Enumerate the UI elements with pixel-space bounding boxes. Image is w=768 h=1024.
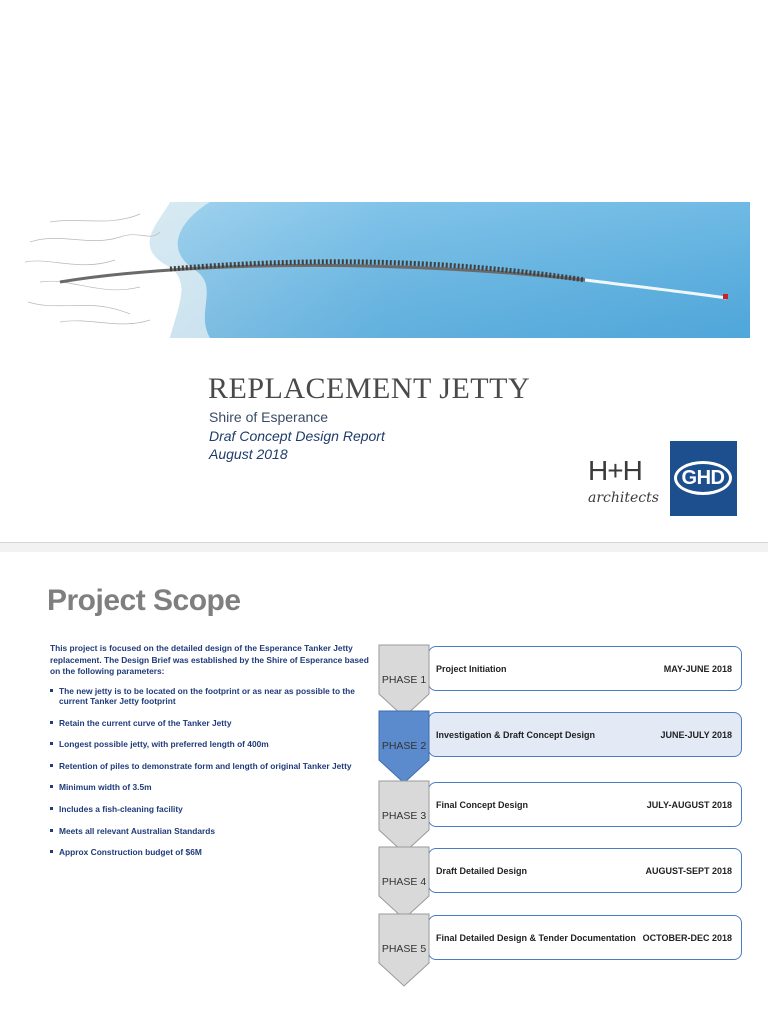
phase-dates: AUGUST-SEPT 2018	[645, 866, 732, 876]
cover-date: August 2018	[209, 446, 288, 462]
bullet-icon	[50, 764, 53, 767]
list-item-text: Longest possible jetty, with preferred length of 400m	[59, 739, 269, 750]
bullet-icon	[50, 785, 53, 788]
list-item-text: Retain the current curve of the Tanker Jetty	[59, 717, 232, 728]
phase-label: PHASE 2	[381, 740, 427, 752]
list-item	[50, 847, 370, 857]
bullet-icon	[50, 742, 53, 745]
bullet-icon	[50, 689, 53, 692]
phase-label: PHASE 1	[381, 674, 427, 686]
scope-intro: This project is focused on the detailed design of the Esperance Tanker Jetty replacement. The Design Brief was established by the Shire of Esperance based on the following parameters:	[50, 643, 369, 676]
phase-dates: JUNE-JULY 2018	[660, 730, 732, 740]
cover-title: REPLACEMENT JETTY	[208, 372, 531, 405]
cover-report-name: Draf Concept Design Report	[209, 428, 385, 444]
phase-name: Investigation & Draft Concept Design	[436, 730, 596, 740]
ghd-logo	[670, 441, 737, 516]
list-item	[50, 804, 370, 814]
phase-name: Final Concept Design	[436, 800, 529, 810]
list-item-text: The new jetty is to be located on the footprint or as near as possible to the current Tanker Jetty footprint	[59, 686, 355, 706]
jetty-aerial-image	[20, 202, 750, 338]
bullet-icon	[50, 807, 53, 810]
bullet-icon	[50, 829, 53, 832]
phase-row-2	[378, 712, 746, 784]
bullet-icon	[50, 721, 53, 724]
ghd-logo-oval	[674, 461, 732, 495]
list-item	[50, 718, 370, 728]
phase-name: Final Detailed Design & Tender Documentation	[436, 933, 636, 943]
phase-row-5	[378, 915, 746, 987]
phase-box	[428, 915, 742, 960]
phase-box	[428, 848, 742, 893]
list-item-text: Approx Construction budget of $6M	[59, 847, 202, 858]
phase-dates: JULY-AUGUST 2018	[646, 800, 732, 810]
list-item	[50, 739, 370, 749]
phase-row-4	[378, 848, 746, 920]
hh-logo-subtext: architects	[588, 490, 659, 506]
phase-label: PHASE 4	[381, 876, 427, 888]
phase-box	[428, 646, 742, 691]
scope-parameter-list	[50, 686, 370, 869]
phase-name: Project Initiation	[436, 664, 507, 674]
phase-dates: OCTOBER-DEC 2018	[642, 933, 732, 943]
scope-title: Project Scope	[47, 584, 241, 617]
phase-dates: MAY-JUNE 2018	[663, 664, 732, 674]
phase-label: PHASE 5	[381, 943, 427, 955]
phase-box	[428, 712, 742, 757]
phase-box	[428, 782, 742, 827]
list-item	[50, 686, 370, 706]
list-item	[50, 782, 370, 792]
hh-logo-mark: H+H	[588, 455, 642, 486]
list-item-text: Minimum width of 3.5m	[59, 782, 152, 793]
phase-row-3	[378, 782, 746, 854]
phase-name: Draft Detailed Design	[436, 866, 528, 876]
cover-subtitle: Shire of Esperance	[209, 409, 329, 425]
list-item-text: Includes a fish-cleaning facility	[59, 803, 183, 814]
list-item	[50, 761, 370, 771]
hh-architects-logo	[588, 455, 658, 515]
slide-separator	[0, 543, 768, 552]
list-item-text: Meets all relevant Australian Standards	[59, 825, 216, 836]
phase-label: PHASE 3	[381, 810, 427, 822]
list-item	[50, 826, 370, 836]
ghd-logo-text: GHD	[677, 464, 729, 492]
phase-row-1	[378, 646, 746, 718]
list-item-text: Retention of piles to demonstrate form and length of original Tanker Jetty	[59, 760, 352, 771]
bullet-icon	[50, 850, 53, 853]
